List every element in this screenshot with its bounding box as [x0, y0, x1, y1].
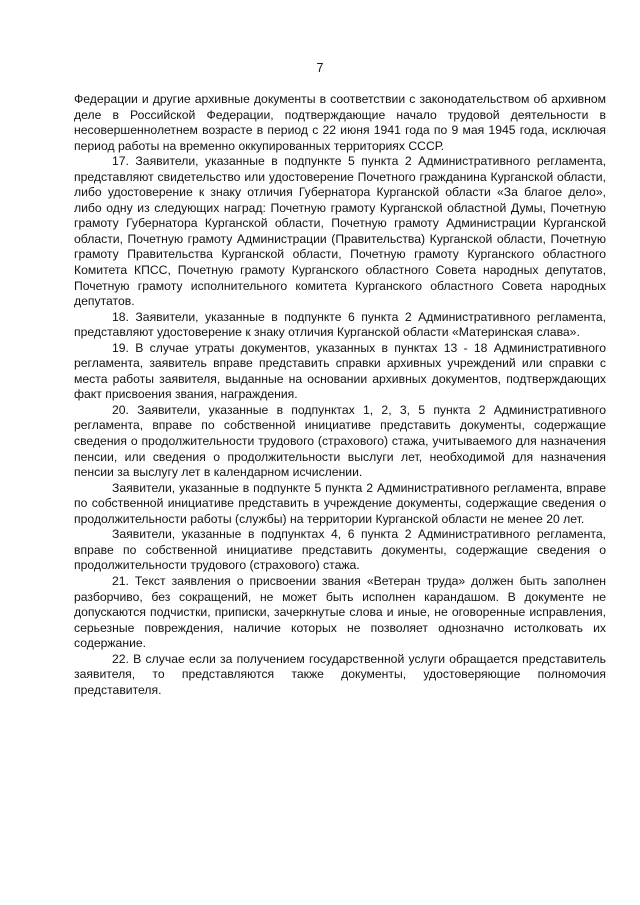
- page-number: 7: [316, 61, 324, 75]
- document-body: [74, 92, 606, 698]
- paragraph-continuation: Федерации и другие архивные документы в соответствии с законодательством об архивном деле в Российской Федерации, подтверждающие начало трудовой деятельности в несовершеннолетнем возрасте в период с 22 июня 1941 года по 9 мая 1945 года, исключая период работы на временно оккупированных территориях СССР.: [74, 92, 606, 153]
- paragraph-item-19: 19. В случае утраты документов, указанных в пунктах 13 - 18 Административного регламента, заявитель вправе представить справки архивных учреждений или справки с места работы заявителя, выданные на основании архивных документов, подтверждающих факт присвоения звания, награждения.: [74, 340, 606, 402]
- paragraph-item-20-part-2: Заявители, указанные в подпункте 5 пункта 2 Административного регламента, вправе по собственной инициативе представить в учреждение документы, содержащие сведения о продолжительности работы (службы) на территории Курганской области не менее 20 лет.: [74, 480, 606, 526]
- paragraph-item-18: 18. Заявители, указанные в подпункте 6 пункта 2 Административного регламента, представляют удостоверение к знаку отличия Курганской области «Материнская слава».: [74, 309, 606, 340]
- paragraph-item-20: 20. Заявители, указанные в подпунктах 1, 2, 3, 5 пункта 2 Административного регламента, вправе по собственной инициативе представить документы, содержащие сведения о продолжительности трудового (страхового) стажа, учитываемого для назначения пенсии, или сведения о продолжительности выслуги лет, необходимой для назначения пенсии за выслугу лет в календарном исчислении.: [74, 402, 606, 480]
- paragraph-item-17: 17. Заявители, указанные в подпункте 5 пункта 2 Административного регламента, представляют свидетельство или удостоверение Почетного гражданина Курганской области, либо удостоверение к знаку отличия Губернатора Курганской области «За благое дело», либо одну из следующих наград: Почетную грамоту Курганской областной Думы, Почетную грамоту Губернатора Курганской области, Почетную грамоту Администрации Курганской области, Почетную грамоту Администрации (Правительства) Курганской области, Почетную грамоту Правительства Курганской области, Почетную грамоту Курганского областного Комитета КПСС, Почетную грамоту Курганского областного Совета народных депутатов, Почетную грамоту исполнительного комитета Курганского областного Совета народных депутатов.: [74, 154, 606, 309]
- paragraph-item-22: 22. В случае если за получением государственной услуги обращается представитель заявителя, то представляются также документы, удостоверяющие полномочия представителя.: [74, 651, 606, 697]
- paragraph-item-21: 21. Текст заявления о присвоении звания «Ветеран труда» должен быть заполнен разборчиво, без сокращений, не может быть исполнен карандашом. В документе не допускаются подчистки, приписки, зачеркнутые слова и иные, не оговоренные исправления, серьезные повреждения, наличие которых не позволяет однозначно истолковать их содержание.: [74, 573, 606, 651]
- paragraph-item-20-part-3: Заявители, указанные в подпунктах 4, 6 пункта 2 Административного регламента, вправе по собственной инициативе представить документы, содержащие сведения о продолжительности трудового (страхового) стажа.: [74, 527, 606, 573]
